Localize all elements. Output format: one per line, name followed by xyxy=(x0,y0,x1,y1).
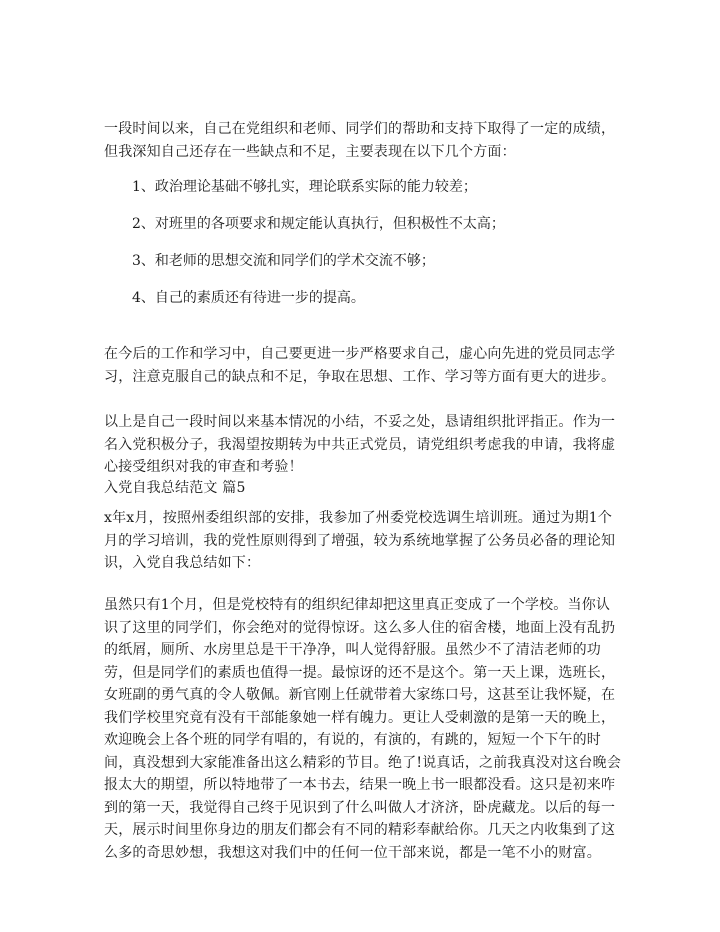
paragraph-summary: 以上是自己一段时间以来基本情况的小结，不妥之处，恳请组织批评指正。作为一名入党积极分子，我渴望按期转为中共正式党员，请党组织考虑我的申请，我将虚心接受组织对我的审查和考验！ xyxy=(104,414,616,475)
paragraph-future: 在今后的工作和学习中，自己要更进一步严格要求自己，虚心向先进的党员同志学习，注意克服自己的缺点和不足，争取在思想、工作、学习等方面有更大的进步。 xyxy=(104,346,616,385)
section-heading: 入党自我总结范文 篇5 xyxy=(104,480,246,496)
list-item: 1、政治理论基础不够扎实，理论联系实际的能力较差； xyxy=(132,179,477,195)
paragraph-school: 虽然只有1个月，但是党校特有的组织纪律却把这里真正变成了一个学校。当你认识了这里的同学们，你会绝对的觉得惊讶。这么多人住的宿舍楼，地面上没有乱扔的纸屑，厕所、水房里总是干干净净，叫人觉得舒服。虽然少不了清洁老师的功劳，但是同学们的素质也值得一提。最惊讶的还不是这个。第一天上课，选班长，女班副的勇气真的令人敬佩。新官刚上任就带着大家练口号，这甚至让我怀疑，在我们学校里究竟有没有干部能象她一样有魄力。更让人受刺激的是第一天的晚上，欢迎晚会上各个班的同学有唱的，有说的，有演的，有跳的，短短一个下午的时间，真没想到大家能准备出这么精彩的节目。绝了!说真话，之前我真没对这台晚会报太大的期望，所以特地带了一本书去，结果一晚上书一眼都没看。这只是初来咋到的第一天，我觉得自己终于见识到了什么叫做人才济济，卧虎藏龙。以后的每一天，展示时间里你身边的朋友们都会有不同的精彩奉献给你。几天之内收集到了这么多的奇思妙想，我想这对我们中的任何一位干部来说，都是一笔不小的财富。 xyxy=(104,597,622,861)
paragraph-training: x年x月，按照州委组织部的安排，我参加了州委党校选调生培训班。通过为期1个月的学习培训，我的党性原则得到了增强，较为系统地掌握了公务员必备的理论知识，入党自我总结如下： xyxy=(104,510,616,571)
list-item: 2、对班里的各项要求和规定能认真执行，但积极性不太高； xyxy=(132,216,505,232)
paragraph-intro: 一段时间以来，自己在党组织和老师、同学们的帮助和支持下取得了一定的成绩，但我深知自己还存在一些缺点和不足，主要表现在以下几个方面： xyxy=(104,121,616,160)
list-item: 3、和老师的思想交流和同学们的学术交流不够； xyxy=(132,253,435,269)
list-item: 4、自己的素质还有待进一步的提高。 xyxy=(132,290,365,306)
